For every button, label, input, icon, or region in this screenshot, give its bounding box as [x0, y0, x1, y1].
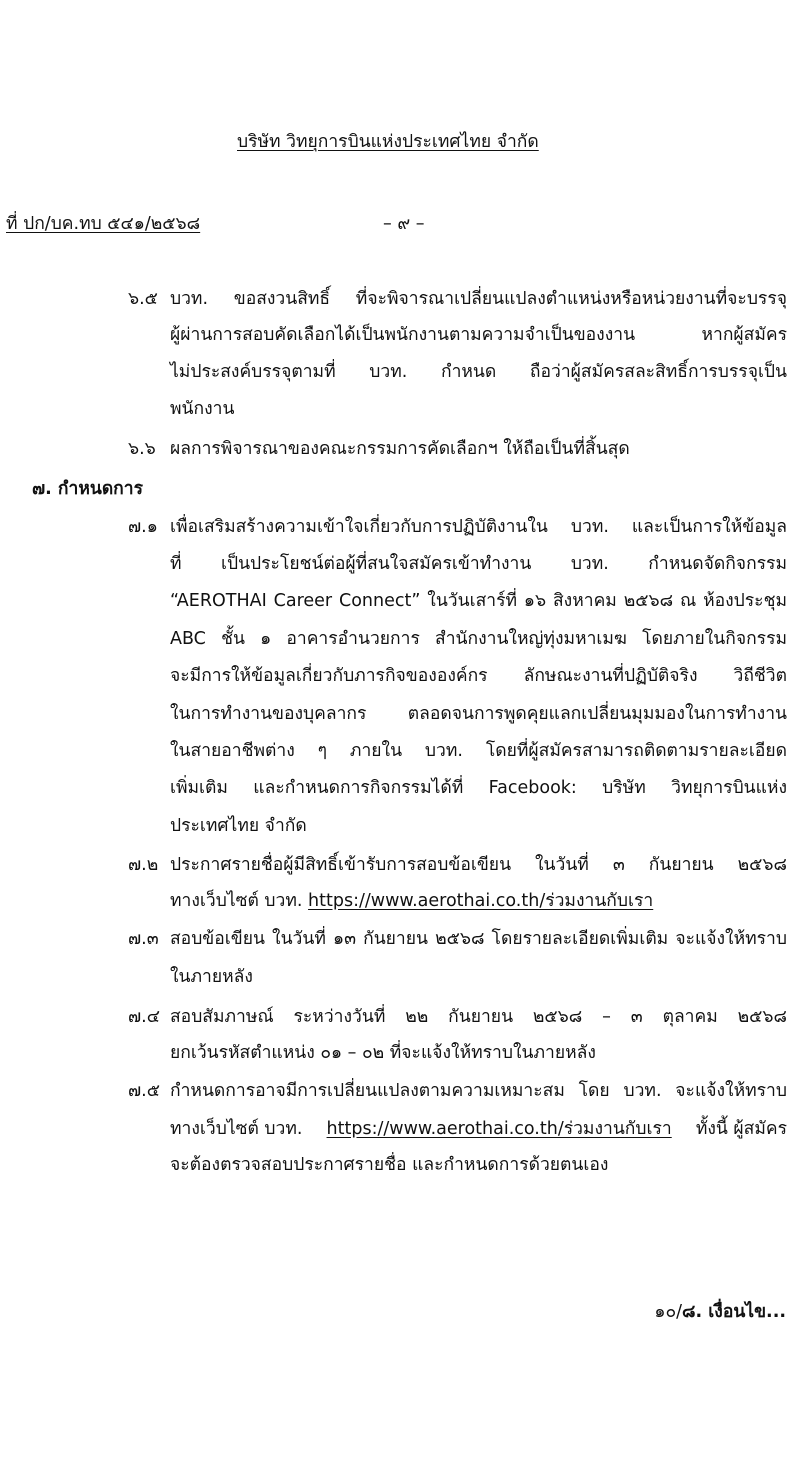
- page-number: – ๙ –: [383, 214, 425, 234]
- item-7-2-prefix: ทางเว็บไซต์ บวท.: [170, 891, 303, 911]
- item-7-5-line-2: [170, 1112, 787, 1146]
- item-7-4-number: ๗.๔: [128, 1007, 160, 1027]
- item-6-6-text: ผลการพิจารณาของคณะกรรมการคัดเลือกฯ ให้ถือเป็นที่สิ้นสุด: [170, 439, 630, 459]
- item-6-6-number: ๖.๖: [128, 439, 156, 459]
- item-7-1-line-9: ประเทศไทย จำกัด: [170, 816, 307, 836]
- item-7-1-line-1: เพื่อเสริมสร้างความเข้าใจเกี่ยวกับการปฏิบัติงานใน บวท. และเป็นการให้ข้อมูล: [170, 517, 787, 537]
- section-7-heading: ๗. กำหนดการ: [32, 479, 144, 499]
- item-7-5-number: ๗.๕: [128, 1081, 160, 1101]
- continuation-note: [654, 1295, 786, 1329]
- item-7-1-line-7: ในสายอาชีพต่าง ๆ ภายใน บวท. โดยที่ผู้สมัครสามารถติดตามรายละเอียด: [170, 741, 787, 761]
- item-7-2-line-2: [170, 884, 653, 918]
- item-7-1-line-8: เพิ่มเติม และกำหนดการกิจกรรมได้ที่ Facebook: บริษัท วิทยุการบินแห่ง: [170, 778, 787, 798]
- item-7-3-number: ๗.๓: [128, 929, 159, 949]
- item-6-5-number: ๖.๕: [128, 289, 158, 309]
- item-7-4-line-2: ยกเว้นรหัสตำแหน่ง ๐๑ – ๐๒ ที่จะแจ้งให้ทราบในภายหลัง: [170, 1043, 596, 1063]
- item-7-2-number: ๗.๒: [128, 855, 159, 875]
- item-6-5-line-3: ไม่ประสงค์บรรจุตามที่ บวท. กำหนด ถือว่าผู้สมัครสละสิทธิ์การบรรจุเป็น: [170, 362, 787, 382]
- item-6-5-line-1: บวท. ขอสงวนสิทธิ์ ที่จะพิจารณาเปลี่ยนแปลงตำแหน่งหรือหน่วยงานที่จะบรรจุ: [170, 289, 787, 309]
- item-6-5-line-2: ผู้ผ่านการสอบคัดเลือกได้เป็นพนักงานตามความจำเป็นของงาน หากผู้สมัคร: [170, 325, 787, 345]
- careers-link[interactable]: https://www.aerothai.co.th/ร่วมงานกับเรา: [308, 891, 654, 911]
- continuation-text: ๘. เงื่อนไข...: [682, 1302, 786, 1322]
- item-7-4-line-1: สอบสัมภาษณ์ ระหว่างวันที่ ๒๒ กันยายน ๒๕๖๘ – ๓ ตุลาคม ๒๕๖๘: [170, 1007, 787, 1027]
- item-7-1-line-3: “AEROTHAI Career Connect” ในวันเสาร์ที่ ๑๖ สิงหาคม ๒๕๖๘ ณ ห้องประชุม: [170, 591, 787, 611]
- item-7-1-number: ๗.๑: [128, 517, 158, 537]
- item-7-5-suffix: ทั้งนี้ ผู้สมัคร: [695, 1119, 787, 1139]
- continuation-page: ๑๐/: [654, 1302, 683, 1322]
- item-7-1-line-2: ที่ เป็นประโยชน์ต่อผู้ที่สนใจสมัครเข้าทำงาน บวท. กำหนดจัดกิจกรรม: [170, 554, 787, 574]
- item-6-5-line-4: พนักงาน: [170, 399, 235, 419]
- item-7-1-line-4: ABC ชั้น ๑ อาคารอำนวยการ สำนักงานใหญ่ทุ่งมหาเมฆ โดยภายในกิจกรรม: [170, 629, 787, 649]
- careers-link-2[interactable]: https://www.aerothai.co.th/ร่วมงานกับเรา: [326, 1119, 672, 1139]
- item-7-5-line-3: จะต้องตรวจสอบประกาศรายชื่อ และกำหนดการด้วยตนเอง: [170, 1155, 609, 1175]
- item-7-5-line-1: กำหนดการอาจมีการเปลี่ยนแปลงตามความเหมาะสม โดย บวท. จะแจ้งให้ทราบ: [170, 1081, 787, 1101]
- company-name: บริษัท วิทยุการบินแห่งประเทศไทย จำกัด: [237, 132, 539, 152]
- item-7-2-line-1: ประกาศรายชื่อผู้มีสิทธิ์เข้ารับการสอบข้อเขียน ในวันที่ ๓ กันยายน ๒๕๖๘: [170, 855, 787, 875]
- item-7-5-prefix: ทางเว็บไซต์ บวท.: [170, 1119, 303, 1139]
- item-7-1-line-5: จะมีการให้ข้อมูลเกี่ยวกับภารกิจขององค์กร ลักษณะงานที่ปฏิบัติจริง วิถีชีวิต: [170, 666, 787, 686]
- item-7-1-line-6: ในการทำงานของบุคลากร ตลอดจนการพูดคุยแลกเปลี่ยนมุมมองในการทำงาน: [170, 704, 787, 724]
- reference-number: ที่ ปก/บค.ทบ ๕๔๑/๒๕๖๘: [6, 214, 201, 234]
- item-7-3-line-1: สอบข้อเขียน ในวันที่ ๑๓ กันยายน ๒๕๖๘ โดยรายละเอียดเพิ่มเติม จะแจ้งให้ทราบ: [170, 929, 787, 949]
- item-7-3-line-2: ในภายหลัง: [170, 967, 253, 987]
